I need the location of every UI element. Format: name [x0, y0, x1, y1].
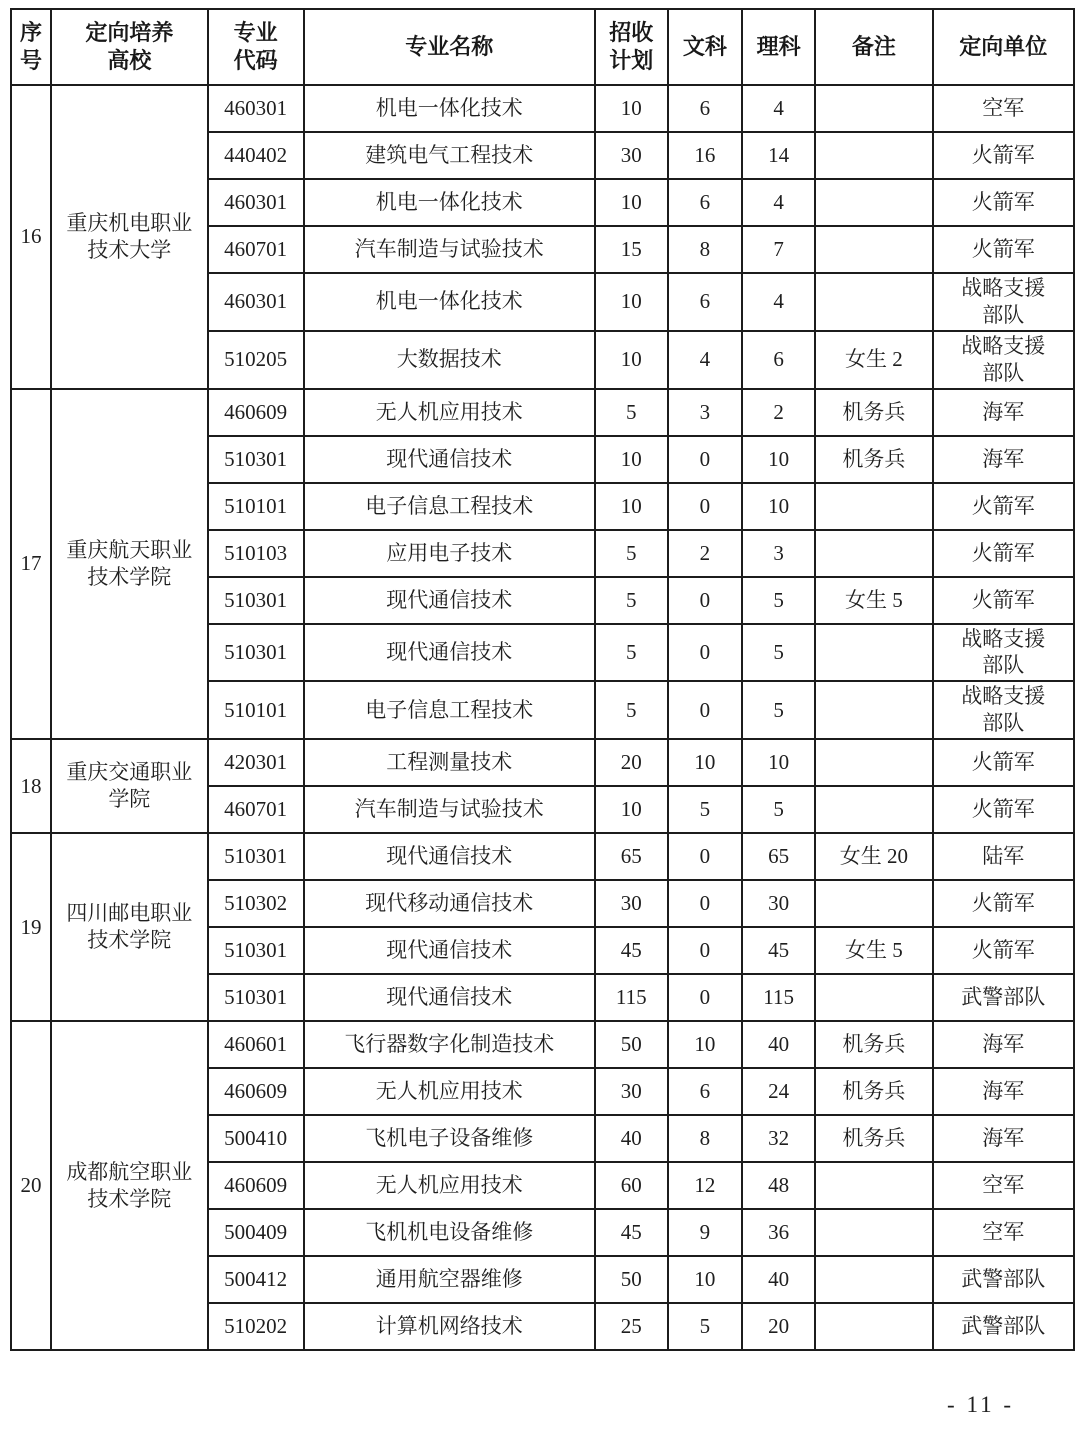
plan-cell: 10: [595, 483, 668, 530]
college-cell: [51, 739, 207, 833]
remark-cell: 机务兵: [815, 1021, 932, 1068]
science-cell: 30: [742, 880, 815, 927]
unit-cell: [933, 132, 1074, 179]
plan-cell: 10: [595, 331, 668, 389]
unit-cell: [933, 1256, 1074, 1303]
seq-cell: 19: [11, 833, 51, 1021]
col-header-science: [742, 9, 815, 85]
seq-cell: 18: [11, 739, 51, 833]
college-cell: [51, 1021, 207, 1350]
unit-label: 武警部队: [961, 985, 1046, 1010]
unit-cell: [933, 273, 1074, 331]
major-name-cell: 飞机机电设备维修: [304, 1209, 595, 1256]
major-code-cell: 460609: [208, 1068, 304, 1115]
major-name-cell: 机电一体化技术: [304, 273, 595, 331]
table-row: [11, 739, 1074, 786]
major-name-cell: 机电一体化技术: [304, 85, 595, 132]
science-cell: 65: [742, 833, 815, 880]
science-cell: 4: [742, 85, 815, 132]
major-code-cell: 460701: [208, 786, 304, 833]
major-name-cell: 建筑电气工程技术: [304, 132, 595, 179]
unit-cell: [933, 530, 1074, 577]
science-cell: 2: [742, 389, 815, 436]
arts-cell: 0: [668, 577, 742, 624]
science-cell: 5: [742, 624, 815, 682]
plan-cell: 45: [595, 927, 668, 974]
remark-cell: [815, 226, 932, 273]
plan-cell: 20: [595, 739, 668, 786]
remark-cell: [815, 179, 932, 226]
plan-cell: 5: [595, 389, 668, 436]
major-code-cell: 510301: [208, 974, 304, 1021]
science-cell: 32: [742, 1115, 815, 1162]
science-cell: 24: [742, 1068, 815, 1115]
unit-label: 火箭军: [971, 587, 1035, 612]
science-cell: 5: [742, 786, 815, 833]
table-header: [11, 9, 1074, 85]
unit-cell: [933, 483, 1074, 530]
major-code-cell: 460609: [208, 389, 304, 436]
arts-cell: 8: [668, 1115, 742, 1162]
remark-cell: 女生 2: [815, 331, 932, 389]
major-code-cell: 500412: [208, 1256, 304, 1303]
unit-cell: [933, 179, 1074, 226]
unit-label: 战略支援部队: [961, 333, 1046, 385]
major-name-cell: 现代通信技术: [304, 436, 595, 483]
unit-label: 海军: [982, 399, 1025, 424]
remark-cell: [815, 624, 932, 682]
college-cell: [51, 833, 207, 1021]
plan-cell: 30: [595, 880, 668, 927]
major-name-cell: 现代移动通信技术: [304, 880, 595, 927]
major-name-cell: 现代通信技术: [304, 927, 595, 974]
science-cell: 10: [742, 436, 815, 483]
major-name-cell: 大数据技术: [304, 331, 595, 389]
major-name-cell: 无人机应用技术: [304, 1068, 595, 1115]
remark-cell: 女生 5: [815, 927, 932, 974]
col-header-unit: [933, 9, 1074, 85]
table-row: [11, 85, 1074, 132]
major-code-cell: 510301: [208, 833, 304, 880]
science-cell: 7: [742, 226, 815, 273]
arts-cell: 6: [668, 85, 742, 132]
science-cell: 6: [742, 331, 815, 389]
column-header-label: 理科: [756, 33, 801, 59]
unit-cell: [933, 331, 1074, 389]
arts-cell: 6: [668, 179, 742, 226]
unit-cell: [933, 1162, 1074, 1209]
arts-cell: 0: [668, 880, 742, 927]
arts-cell: 0: [668, 927, 742, 974]
science-cell: 10: [742, 483, 815, 530]
unit-label: 火箭军: [971, 797, 1035, 822]
major-code-cell: 460301: [208, 273, 304, 331]
remark-cell: 女生 20: [815, 833, 932, 880]
science-cell: 115: [742, 974, 815, 1021]
remark-cell: [815, 85, 932, 132]
table-body: [11, 85, 1074, 1350]
unit-cell: [933, 226, 1074, 273]
unit-cell: [933, 1068, 1074, 1115]
unit-label: 火箭军: [971, 938, 1035, 963]
unit-cell: [933, 880, 1074, 927]
unit-cell: [933, 833, 1074, 880]
remark-cell: 机务兵: [815, 436, 932, 483]
unit-label: 空军: [982, 1220, 1025, 1245]
plan-cell: 30: [595, 132, 668, 179]
major-code-cell: 510202: [208, 1303, 304, 1350]
plan-cell: 5: [595, 681, 668, 739]
admission-plan-table: [10, 8, 1075, 1351]
college-name: 重庆交通职业学院: [66, 760, 193, 811]
college-cell: [51, 389, 207, 740]
major-name-cell: 飞行器数字化制造技术: [304, 1021, 595, 1068]
seq-cell: 17: [11, 389, 51, 740]
major-name-cell: 现代通信技术: [304, 974, 595, 1021]
college-cell: [51, 85, 207, 389]
col-header-remark: [815, 9, 932, 85]
plan-cell: 15: [595, 226, 668, 273]
unit-label: 海军: [982, 1079, 1025, 1104]
science-cell: 40: [742, 1021, 815, 1068]
column-header-label: 定向培养高校: [85, 19, 174, 73]
arts-cell: 5: [668, 786, 742, 833]
major-code-cell: 460701: [208, 226, 304, 273]
science-cell: 5: [742, 681, 815, 739]
unit-label: 火箭军: [971, 540, 1035, 565]
arts-cell: 2: [668, 530, 742, 577]
major-name-cell: 电子信息工程技术: [304, 681, 595, 739]
col-header-major: [304, 9, 595, 85]
science-cell: 45: [742, 927, 815, 974]
plan-cell: 65: [595, 833, 668, 880]
major-code-cell: 500410: [208, 1115, 304, 1162]
unit-cell: [933, 436, 1074, 483]
unit-cell: [933, 974, 1074, 1021]
remark-cell: 机务兵: [815, 1068, 932, 1115]
col-header-college: [51, 9, 207, 85]
table-row: [11, 389, 1074, 436]
unit-cell: [933, 389, 1074, 436]
remark-cell: [815, 1256, 932, 1303]
major-code-cell: 460609: [208, 1162, 304, 1209]
arts-cell: 10: [668, 739, 742, 786]
major-name-cell: 通用航空器维修: [304, 1256, 595, 1303]
plan-cell: 60: [595, 1162, 668, 1209]
arts-cell: 0: [668, 974, 742, 1021]
arts-cell: 12: [668, 1162, 742, 1209]
major-code-cell: 510101: [208, 483, 304, 530]
arts-cell: 6: [668, 273, 742, 331]
unit-cell: [933, 786, 1074, 833]
unit-label: 火箭军: [971, 891, 1035, 916]
major-name-cell: 计算机网络技术: [304, 1303, 595, 1350]
col-header-plan: [595, 9, 668, 85]
column-header-label: 定向单位: [959, 33, 1048, 59]
arts-cell: 0: [668, 624, 742, 682]
unit-label: 武警部队: [961, 1267, 1046, 1292]
remark-cell: 机务兵: [815, 1115, 932, 1162]
header-row: [11, 9, 1074, 85]
page: [0, 8, 1080, 1444]
plan-cell: 45: [595, 1209, 668, 1256]
arts-cell: 4: [668, 331, 742, 389]
col-header-arts: [668, 9, 742, 85]
major-name-cell: 现代通信技术: [304, 577, 595, 624]
plan-cell: 50: [595, 1256, 668, 1303]
table-row: [11, 1021, 1074, 1068]
plan-cell: 50: [595, 1021, 668, 1068]
remark-cell: [815, 132, 932, 179]
plan-cell: 10: [595, 179, 668, 226]
column-header-label: 序号: [20, 19, 43, 73]
arts-cell: 0: [668, 436, 742, 483]
column-header-label: 专业代码: [233, 19, 278, 73]
unit-cell: [933, 85, 1074, 132]
unit-cell: [933, 739, 1074, 786]
column-header-label: 招收计划: [609, 19, 654, 73]
table-row: [11, 833, 1074, 880]
plan-cell: 10: [595, 85, 668, 132]
major-code-cell: 510101: [208, 681, 304, 739]
unit-label: 火箭军: [971, 190, 1035, 215]
major-code-cell: 510205: [208, 331, 304, 389]
remark-cell: [815, 974, 932, 1021]
major-code-cell: 460301: [208, 179, 304, 226]
col-header-code: [208, 9, 304, 85]
arts-cell: 0: [668, 483, 742, 530]
major-name-cell: 工程测量技术: [304, 739, 595, 786]
college-name: 重庆机电职业技术大学: [66, 210, 193, 262]
major-name-cell: 机电一体化技术: [304, 179, 595, 226]
college-name: 四川邮电职业技术学院: [66, 901, 193, 952]
unit-cell: [933, 624, 1074, 682]
unit-cell: [933, 1115, 1074, 1162]
major-name-cell: 汽车制造与试验技术: [304, 786, 595, 833]
unit-cell: [933, 927, 1074, 974]
major-name-cell: 无人机应用技术: [304, 1162, 595, 1209]
major-code-cell: 460601: [208, 1021, 304, 1068]
remark-cell: 机务兵: [815, 389, 932, 436]
unit-label: 火箭军: [971, 143, 1035, 168]
remark-cell: [815, 739, 932, 786]
plan-cell: 40: [595, 1115, 668, 1162]
unit-label: 海军: [982, 1126, 1025, 1151]
plan-cell: 10: [595, 786, 668, 833]
remark-cell: 女生 5: [815, 577, 932, 624]
major-code-cell: 500409: [208, 1209, 304, 1256]
arts-cell: 10: [668, 1021, 742, 1068]
arts-cell: 3: [668, 389, 742, 436]
unit-label: 火箭军: [971, 750, 1035, 775]
science-cell: 5: [742, 577, 815, 624]
major-code-cell: 460301: [208, 85, 304, 132]
col-header-seq: [11, 9, 51, 85]
unit-label: 武警部队: [961, 1314, 1046, 1339]
page-number: - 11 -: [947, 1392, 1014, 1417]
seq-cell: 20: [11, 1021, 51, 1350]
plan-cell: 5: [595, 624, 668, 682]
science-cell: 3: [742, 530, 815, 577]
arts-cell: 16: [668, 132, 742, 179]
arts-cell: 5: [668, 1303, 742, 1350]
unit-label: 火箭军: [971, 237, 1035, 262]
unit-cell: [933, 577, 1074, 624]
remark-cell: [815, 880, 932, 927]
plan-cell: 25: [595, 1303, 668, 1350]
unit-label: 海军: [982, 1032, 1025, 1057]
plan-cell: 5: [595, 577, 668, 624]
unit-label: 空军: [982, 1173, 1025, 1198]
remark-cell: [815, 273, 932, 331]
remark-cell: [815, 786, 932, 833]
unit-label: 陆军: [982, 844, 1025, 869]
unit-label: 火箭军: [971, 493, 1035, 518]
science-cell: 36: [742, 1209, 815, 1256]
major-code-cell: 510301: [208, 927, 304, 974]
unit-label: 战略支援部队: [961, 276, 1046, 327]
remark-cell: [815, 1209, 932, 1256]
major-name-cell: 汽车制造与试验技术: [304, 226, 595, 273]
major-name-cell: 无人机应用技术: [304, 389, 595, 436]
science-cell: 10: [742, 739, 815, 786]
unit-label: 战略支援部队: [961, 626, 1046, 678]
seq-cell: 16: [11, 85, 51, 389]
arts-cell: 9: [668, 1209, 742, 1256]
college-name: 成都航空职业技术学院: [66, 1159, 193, 1211]
arts-cell: 6: [668, 1068, 742, 1115]
unit-cell: [933, 1021, 1074, 1068]
remark-cell: [815, 1303, 932, 1350]
remark-cell: [815, 1162, 932, 1209]
science-cell: 48: [742, 1162, 815, 1209]
major-name-cell: 飞机电子设备维修: [304, 1115, 595, 1162]
unit-label: 海军: [982, 446, 1025, 471]
science-cell: 40: [742, 1256, 815, 1303]
major-code-cell: 510301: [208, 577, 304, 624]
science-cell: 20: [742, 1303, 815, 1350]
arts-cell: 0: [668, 681, 742, 739]
unit-label: 空军: [982, 96, 1025, 121]
arts-cell: 10: [668, 1256, 742, 1303]
science-cell: 14: [742, 132, 815, 179]
unit-cell: [933, 681, 1074, 739]
science-cell: 4: [742, 179, 815, 226]
column-header-label: 专业名称: [405, 33, 494, 59]
unit-cell: [933, 1303, 1074, 1350]
unit-label: 战略支援部队: [961, 684, 1046, 736]
remark-cell: [815, 483, 932, 530]
major-name-cell: 现代通信技术: [304, 624, 595, 682]
major-code-cell: 510302: [208, 880, 304, 927]
unit-cell: [933, 1209, 1074, 1256]
major-code-cell: 510301: [208, 624, 304, 682]
arts-cell: 0: [668, 833, 742, 880]
major-code-cell: 420301: [208, 739, 304, 786]
major-code-cell: 440402: [208, 132, 304, 179]
major-name-cell: 现代通信技术: [304, 833, 595, 880]
plan-cell: 5: [595, 530, 668, 577]
science-cell: 4: [742, 273, 815, 331]
plan-cell: 30: [595, 1068, 668, 1115]
arts-cell: 8: [668, 226, 742, 273]
remark-cell: [815, 681, 932, 739]
column-header-label: 备注: [851, 33, 896, 59]
plan-cell: 115: [595, 974, 668, 1021]
plan-cell: 10: [595, 273, 668, 331]
major-code-cell: 510103: [208, 530, 304, 577]
major-name-cell: 应用电子技术: [304, 530, 595, 577]
remark-cell: [815, 530, 932, 577]
plan-cell: 10: [595, 436, 668, 483]
major-name-cell: 电子信息工程技术: [304, 483, 595, 530]
college-name: 重庆航天职业技术学院: [66, 537, 193, 589]
column-header-label: 文科: [682, 33, 727, 59]
major-code-cell: 510301: [208, 436, 304, 483]
